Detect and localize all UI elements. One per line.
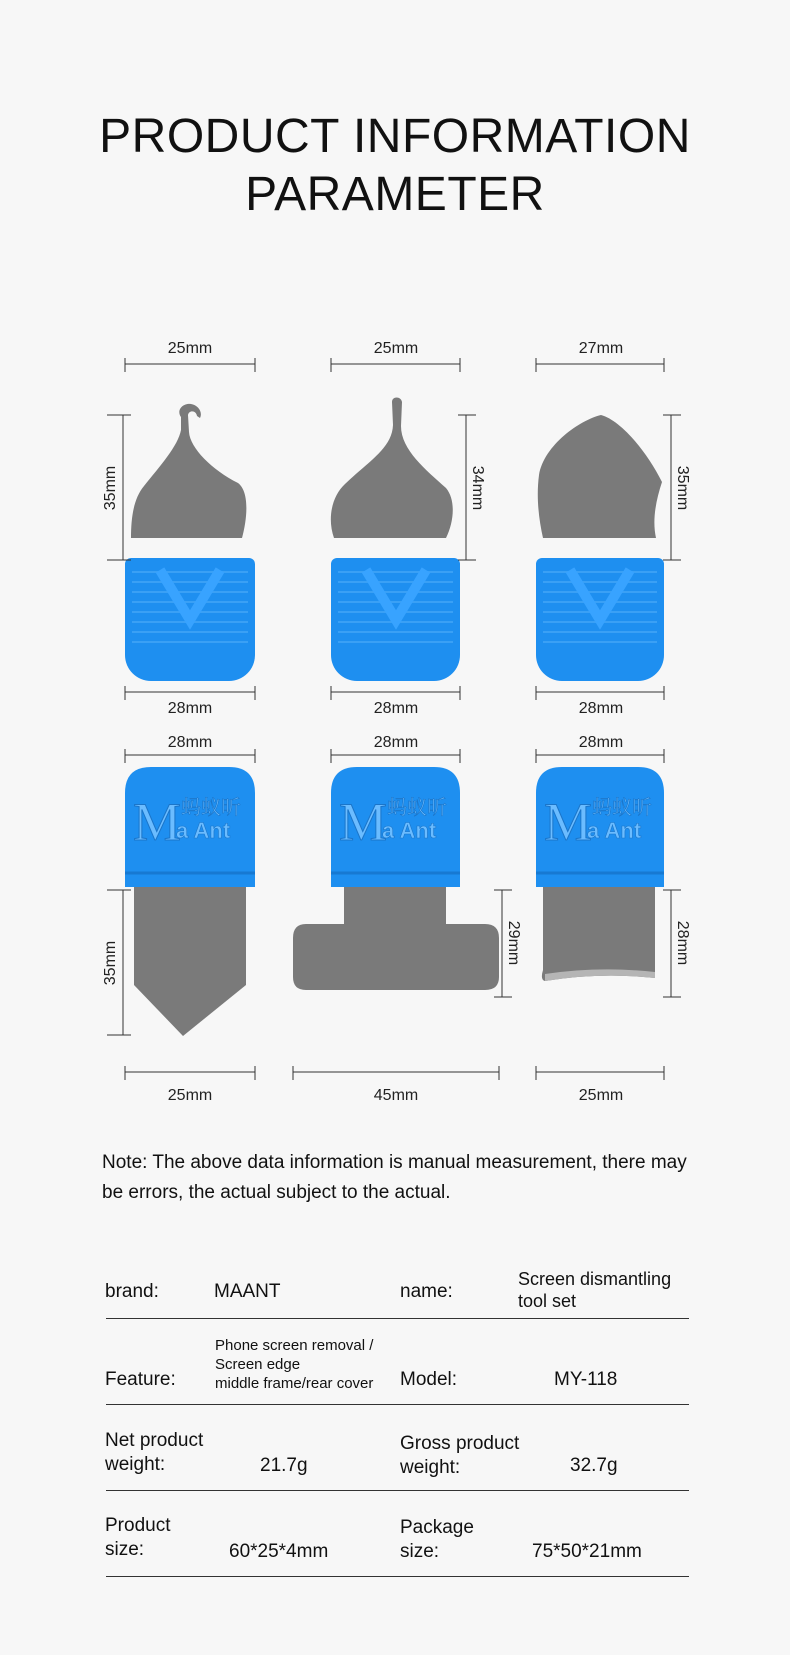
dim-r1-t3-side: 35mm [674,465,691,511]
name-label: name: [400,1281,453,1302]
tool-blade [542,885,655,981]
page-title-line2: PARAMETER [245,168,545,221]
measurement-note: Note: The above data information is manual measurement, there may be errors, the actual subject to the actual. [102,1152,687,1203]
dim-r2-t1-side: 35mm [102,940,119,986]
dim-r2-t3-bottom: 25mm [578,1087,624,1104]
feature-label: Feature: [105,1369,176,1390]
brand-value: MAANT [214,1281,281,1302]
tool-blade [293,885,499,990]
dim-r1-t2-top: 25mm [373,340,419,357]
tool-blade [131,404,246,538]
tool-dimension-diagram [0,320,790,1120]
table-rule [106,1404,689,1405]
tool-flat [536,767,664,981]
tool-drop [331,398,460,682]
product-size-label-line1: Product [105,1515,171,1536]
table-rule [106,1318,689,1319]
name-value-line1: Screen dismantling [518,1269,672,1289]
logo-text: a Ant [176,818,231,843]
dim-r1-t2-side: 34mm [469,465,486,511]
tool-blade [134,885,246,1036]
tool-t-shape [293,767,499,990]
tool-spade [536,415,664,681]
logo-text: a Ant [587,818,642,843]
dim-r1-t3-bottom: 28mm [578,700,624,717]
logo-letter: M [544,792,593,852]
tool-arrow [125,767,255,1036]
feature-value-line1: Phone screen removal / [215,1337,374,1354]
logo-cn: 蚂蚁昕 [387,795,447,819]
dim-r2-t3-top: 28mm [578,734,624,751]
tool-blade [538,415,662,538]
gross-weight-value: 32.7g [570,1455,618,1476]
dim-r2-t3-side: 28mm [674,920,691,966]
brand-label: brand: [105,1281,159,1302]
tool-hook-pointed [125,404,255,681]
dim-r2-t2-side: 29mm [505,920,522,966]
feature-value-line2: Screen edge [215,1356,301,1373]
dim-r1-t1-bottom: 28mm [167,700,213,717]
gross-weight-label-line2: weight: [400,1457,461,1478]
logo-cn: 蚂蚁昕 [592,795,652,819]
package-size-label-line1: Package [400,1517,474,1538]
package-size-label-line2: size: [400,1541,440,1562]
table-rule [106,1576,689,1577]
dim-r2-t1-top: 28mm [167,734,213,751]
dim-r1-t1-top: 25mm [167,340,213,357]
page-title-line1: PRODUCT INFORMATION [99,110,691,163]
net-weight-value: 21.7g [260,1455,308,1476]
model-value: MY-118 [554,1369,618,1390]
table-rule [106,1490,689,1491]
logo-letter: M [133,792,182,852]
model-label: Model: [400,1369,458,1390]
logo-text: a Ant [382,818,437,843]
tool-blade [331,398,453,539]
dim-r1-t2-bottom: 28mm [373,700,419,717]
product-size-value: 60*25*4mm [229,1541,329,1562]
net-weight-label-line2: weight: [105,1454,166,1475]
feature-value-line3: middle frame/rear cover [215,1375,374,1392]
product-size-label-line2: size: [105,1539,145,1560]
dim-r2-t1-bottom: 25mm [167,1087,213,1104]
dim-r2-t2-top: 28mm [373,734,419,751]
package-size-value: 75*50*21mm [532,1541,642,1562]
dim-r2-t2-bottom: 45mm [373,1087,419,1104]
logo-letter: M [339,792,388,852]
net-weight-label-line1: Net product [105,1430,204,1451]
dim-r1-t3-top: 27mm [578,340,624,357]
gross-weight-label-line1: Gross product [400,1433,520,1454]
dim-r1-t1-side: 35mm [102,465,119,511]
logo-cn: 蚂蚁昕 [181,795,241,819]
name-value-line2: tool set [518,1291,577,1311]
